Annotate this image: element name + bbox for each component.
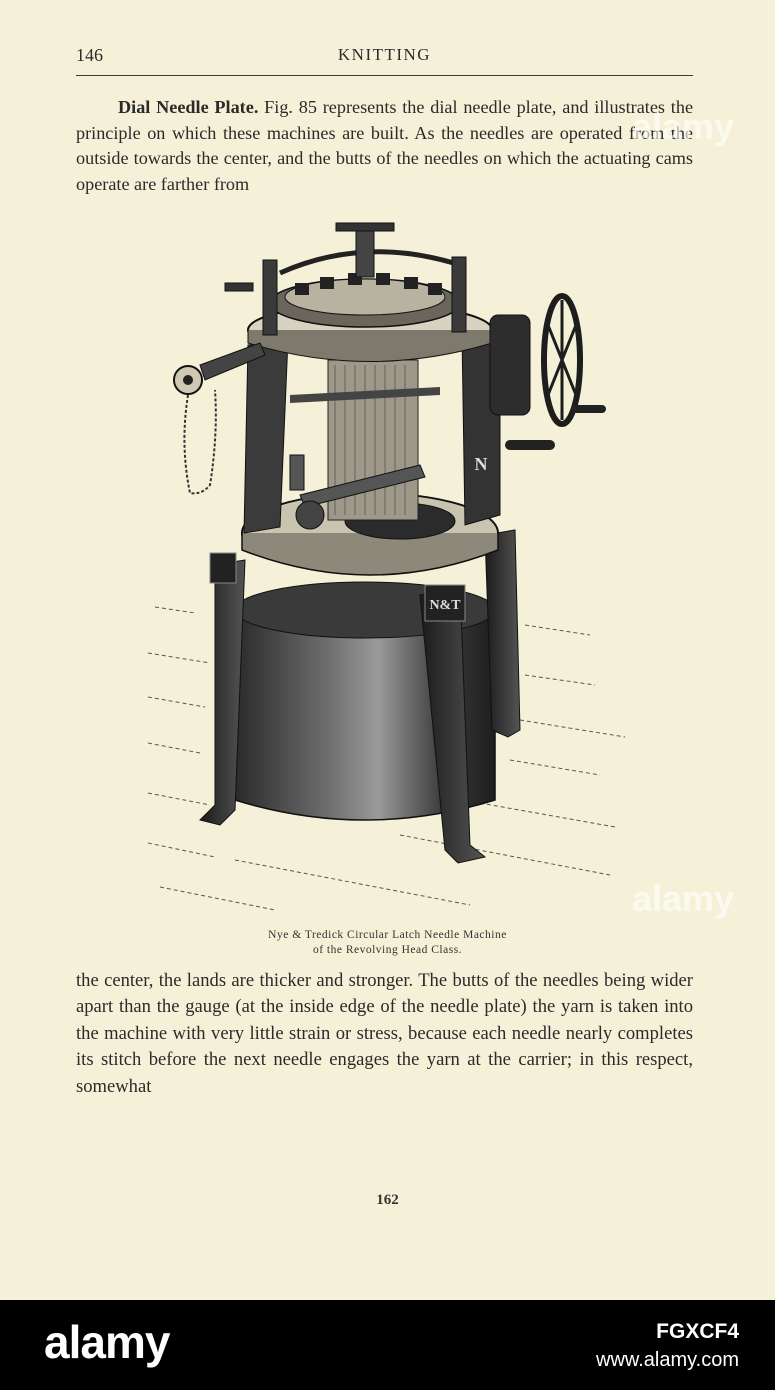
paragraph-lead: Dial Needle Plate. bbox=[118, 97, 259, 117]
take-up-gear bbox=[296, 501, 324, 529]
lower-ring-edge bbox=[242, 533, 498, 575]
stock-site-url: www.alamy.com bbox=[596, 1349, 739, 1371]
sprocket-hub bbox=[183, 375, 193, 385]
yarn-post-right bbox=[452, 257, 466, 332]
page-number: 146 bbox=[76, 45, 103, 65]
drive-chain bbox=[184, 390, 215, 493]
figure-caption bbox=[180, 928, 595, 958]
flywheel-spokes bbox=[548, 300, 576, 420]
knitting-machine-engraving bbox=[140, 215, 630, 925]
machine-illustration bbox=[140, 215, 630, 925]
header-rule bbox=[76, 75, 693, 76]
paragraph-continuation: the center, the lands are thicker and stronger. The butts of the needles being wider apart than the gauge (at the inside edge of the needle plate) the yarn is taken into the machine with very little strain or stress, because each needle nearly completes its stitch before the next needle engages the yarn at the carrier; in this respect, somewhat bbox=[76, 970, 693, 1097]
bracket-arm bbox=[225, 283, 253, 291]
yarn-post-left bbox=[263, 260, 277, 335]
running-title: KNITTING bbox=[337, 45, 432, 64]
page-folio: 162 bbox=[376, 1192, 399, 1208]
drive-pulley bbox=[490, 315, 530, 415]
watermark-top: alamy bbox=[632, 106, 735, 147]
brake-lever bbox=[505, 440, 555, 450]
crank-handle bbox=[572, 405, 606, 413]
page-header bbox=[76, 40, 693, 74]
caption-line-2: of the Revolving Head Class. bbox=[312, 944, 463, 956]
upright-monogram: N bbox=[474, 454, 488, 474]
paragraph-dial-needle-plate bbox=[76, 95, 693, 197]
monogram-plate-left bbox=[210, 553, 236, 583]
caption-line-1: Nye & Tredick Circular Latch Needle Machine bbox=[268, 929, 507, 941]
paragraph-text: Fig. 85 represents the dial needle plate, and illustrates the principle on which these machines are built. As the needles are operated from the outside towards the center, and the butts of the needles on which the actuating cams operate are farther from bbox=[76, 97, 694, 194]
spindle-handle bbox=[336, 223, 394, 231]
stock-brand-logo: alamy bbox=[44, 1316, 170, 1368]
stock-image-id: FGXCF4 bbox=[656, 1320, 739, 1343]
take-up-post bbox=[290, 455, 304, 490]
monogram-text: N&T bbox=[429, 598, 461, 613]
upright-left bbox=[244, 339, 288, 533]
dial-spindle bbox=[356, 227, 374, 277]
watermark-bottom: alamy bbox=[632, 878, 735, 919]
